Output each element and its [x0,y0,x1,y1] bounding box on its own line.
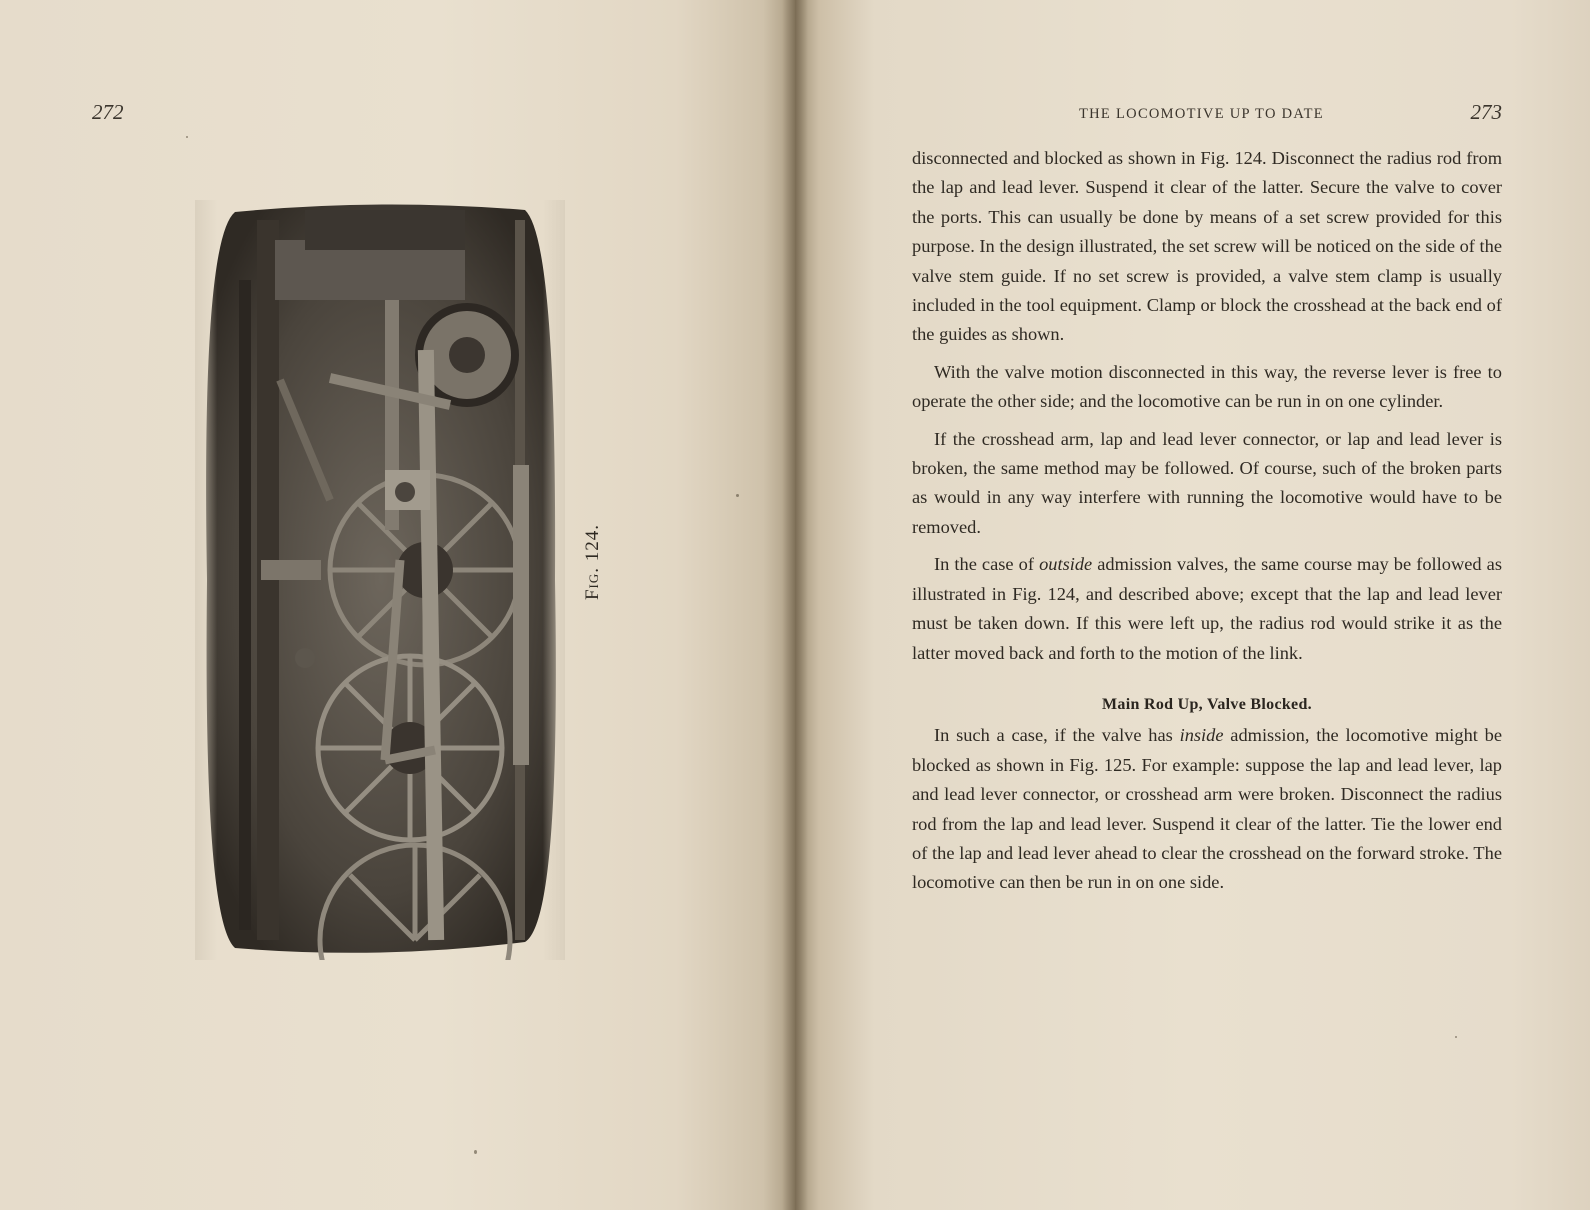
emphasis-inside: inside [1179,725,1224,746]
paragraph-text: admission, the locomotive might be blocked as shown in Fig. 125. For example: suppose the lap and lead lever, lap and lead lever connector, or crosshead arm were broken. Disconnect the radius rod from the lap and lead lever. Suspend it clear of the latter. Tie the lower end of the lap and lead lever ahead to clear the crosshead on the forward stroke. The locomotive can then be run in on one side. [912,725,1502,893]
paragraph-text: In such a case, if the valve has [934,725,1180,746]
figure-124-caption [578,512,608,612]
paragraph [912,550,1502,668]
left-page-number: 272 [92,100,124,124]
paper-speck [474,1150,477,1154]
paragraph-text: admission valves, the same course may be followed as illustrated in Fig. 124, and described above; except that the lap and lead lever must be taken down. If this were left up, the radius rod would strike it as the latter moved back and forth to the motion of the link. [912,554,1502,663]
paragraph [912,721,1502,897]
book-gutter [782,0,808,1210]
paper-speck [1455,1036,1457,1038]
section-heading: Main Rod Up, Valve Blocked. [1102,695,1312,713]
paragraph: disconnected and blocked as shown in Fig. 124. Disconnect the radius rod from the lap and lead lever. Suspend it clear of the latter. Secure the valve to cover the ports. This can usually be done by means of a set screw provided for this purpose. In the design illustrated, the set screw will be noticed on the side of the valve stem guide. If no set screw is provided, a valve stem clamp is usually included in the tool equipment. Clamp or block the crosshead at the back end of the guides as shown. [912,148,1502,345]
paper-speck [186,136,188,138]
figure-caption-text: Fig. 124. [582,523,603,601]
emphasis-outside: outside [1039,554,1093,575]
right-page-number: 273 [1470,100,1502,124]
body-text [912,144,1502,906]
paper-speck [736,494,739,497]
running-head: THE LOCOMOTIVE UP TO DATE [1079,106,1324,122]
paragraph-text: In the case of [934,554,1040,575]
figure-124-photo [195,200,565,960]
paragraph: With the valve motion disconnected in this way, the reverse lever is free to operate the other side; and the locomotive can be run in on one cylinder. [912,361,1502,412]
paragraph: If the crosshead arm, lap and lead lever connector, or lap and lead lever is broken, the same method may be followed. Of course, such of the broken parts as would in any way interfere with running the locomotive would have to be removed. [912,428,1502,537]
right-page [795,0,1590,1210]
